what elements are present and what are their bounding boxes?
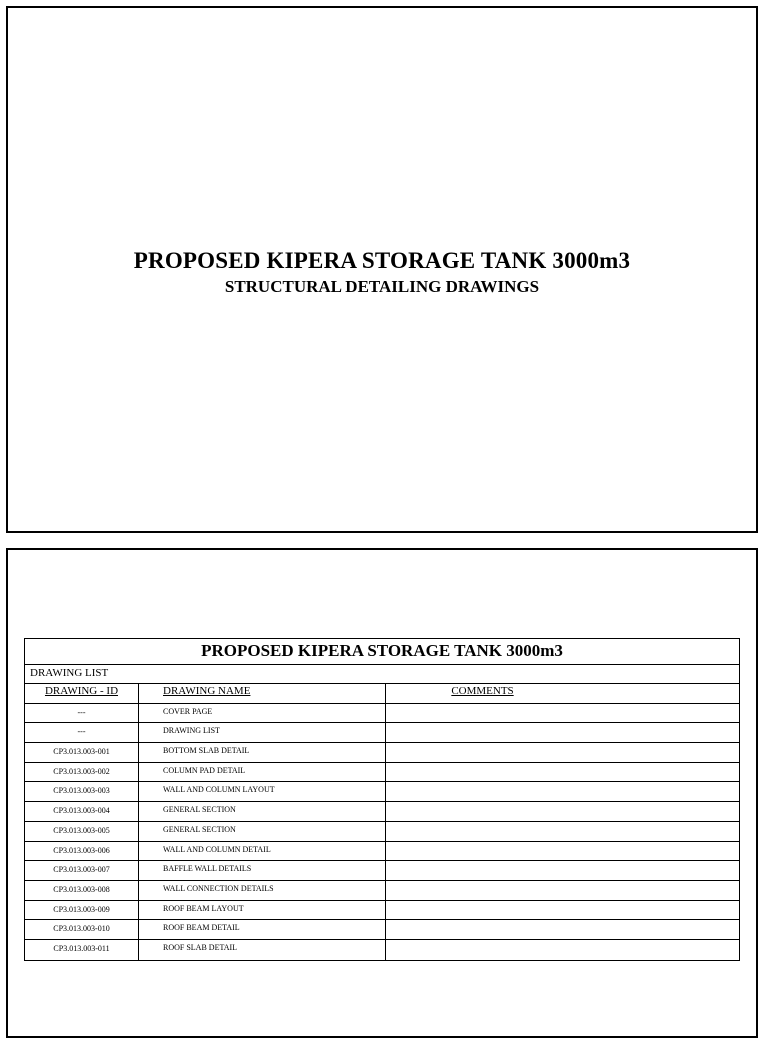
drawing-name-cell: ROOF BEAM DETAIL: [139, 920, 386, 939]
table-row: [25, 940, 739, 960]
drawing-name-cell: BAFFLE WALL DETAILS: [139, 861, 386, 880]
comments-cell: [386, 901, 739, 920]
drawing-name-cell: DRAWING LIST: [139, 723, 386, 742]
table-row: [25, 763, 739, 783]
drawing-list-table: [24, 638, 740, 961]
comments-cell: [386, 842, 739, 861]
table-row: [25, 901, 739, 921]
drawing-id-cell: CP3.013.003-009: [25, 901, 139, 920]
table-row: [25, 881, 739, 901]
table-title: PROPOSED KIPERA STORAGE TANK 3000m3: [25, 639, 739, 665]
drawing-name-cell: COVER PAGE: [139, 704, 386, 723]
cover-subtitle: STRUCTURAL DETAILING DRAWINGS: [224, 277, 540, 296]
header-comments: COMMENTS: [451, 685, 514, 697]
comments-cell: [386, 723, 739, 742]
table-row: [25, 861, 739, 881]
comments-cell: [386, 861, 739, 880]
drawing-id-cell: ---: [25, 704, 139, 723]
table-row: [25, 842, 739, 862]
table-row: [25, 743, 739, 763]
drawing-name-cell: WALL AND COLUMN LAYOUT: [139, 782, 386, 801]
drawing-id-cell: ---: [25, 723, 139, 742]
comments-cell: [386, 822, 739, 841]
table-row: [25, 822, 739, 842]
header-drawing-id: DRAWING - ID: [25, 684, 139, 703]
drawing-id-cell: CP3.013.003-008: [25, 881, 139, 900]
drawing-id-cell: CP3.013.003-010: [25, 920, 139, 939]
comments-cell: [386, 920, 739, 939]
drawing-id-cell: CP3.013.003-007: [25, 861, 139, 880]
comments-cell: [386, 743, 739, 762]
drawing-name-cell: GENERAL SECTION: [139, 822, 386, 841]
drawing-id-cell: CP3.013.003-004: [25, 802, 139, 821]
drawing-id-cell: CP3.013.003-005: [25, 822, 139, 841]
table-body: [25, 704, 739, 960]
comments-cell: [386, 802, 739, 821]
drawing-name-cell: COLUMN PAD DETAIL: [139, 763, 386, 782]
drawing-id-cell: CP3.013.003-001: [25, 743, 139, 762]
drawing-name-cell: BOTTOM SLAB DETAIL: [139, 743, 386, 762]
comments-cell: [386, 940, 739, 960]
table-row: [25, 802, 739, 822]
drawing-name-cell: ROOF BEAM LAYOUT: [139, 901, 386, 920]
comments-cell: [386, 763, 739, 782]
section-label: DRAWING LIST: [25, 665, 739, 684]
drawing-name-cell: ROOF SLAB DETAIL: [139, 940, 386, 960]
comments-cell: [386, 704, 739, 723]
header-drawing-name: DRAWING NAME: [139, 684, 386, 703]
table-row: [25, 704, 739, 724]
comments-cell: [386, 782, 739, 801]
cover-title-block: [8, 248, 756, 298]
drawing-id-cell: CP3.013.003-006: [25, 842, 139, 861]
drawing-id-cell: CP3.013.003-011: [25, 940, 139, 960]
drawing-name-cell: WALL AND COLUMN DETAIL: [139, 842, 386, 861]
drawing-name-cell: WALL CONNECTION DETAILS: [139, 881, 386, 900]
drawing-list-sheet: [6, 548, 758, 1038]
table-header-row: [25, 684, 739, 704]
table-row: [25, 723, 739, 743]
table-row: [25, 920, 739, 940]
drawing-name-cell: GENERAL SECTION: [139, 802, 386, 821]
comments-cell: [386, 881, 739, 900]
table-row: [25, 782, 739, 802]
cover-sheet: [6, 6, 758, 533]
drawing-id-cell: CP3.013.003-002: [25, 763, 139, 782]
cover-title: PROPOSED KIPERA STORAGE TANK 3000m3: [133, 248, 631, 273]
drawing-id-cell: CP3.013.003-003: [25, 782, 139, 801]
